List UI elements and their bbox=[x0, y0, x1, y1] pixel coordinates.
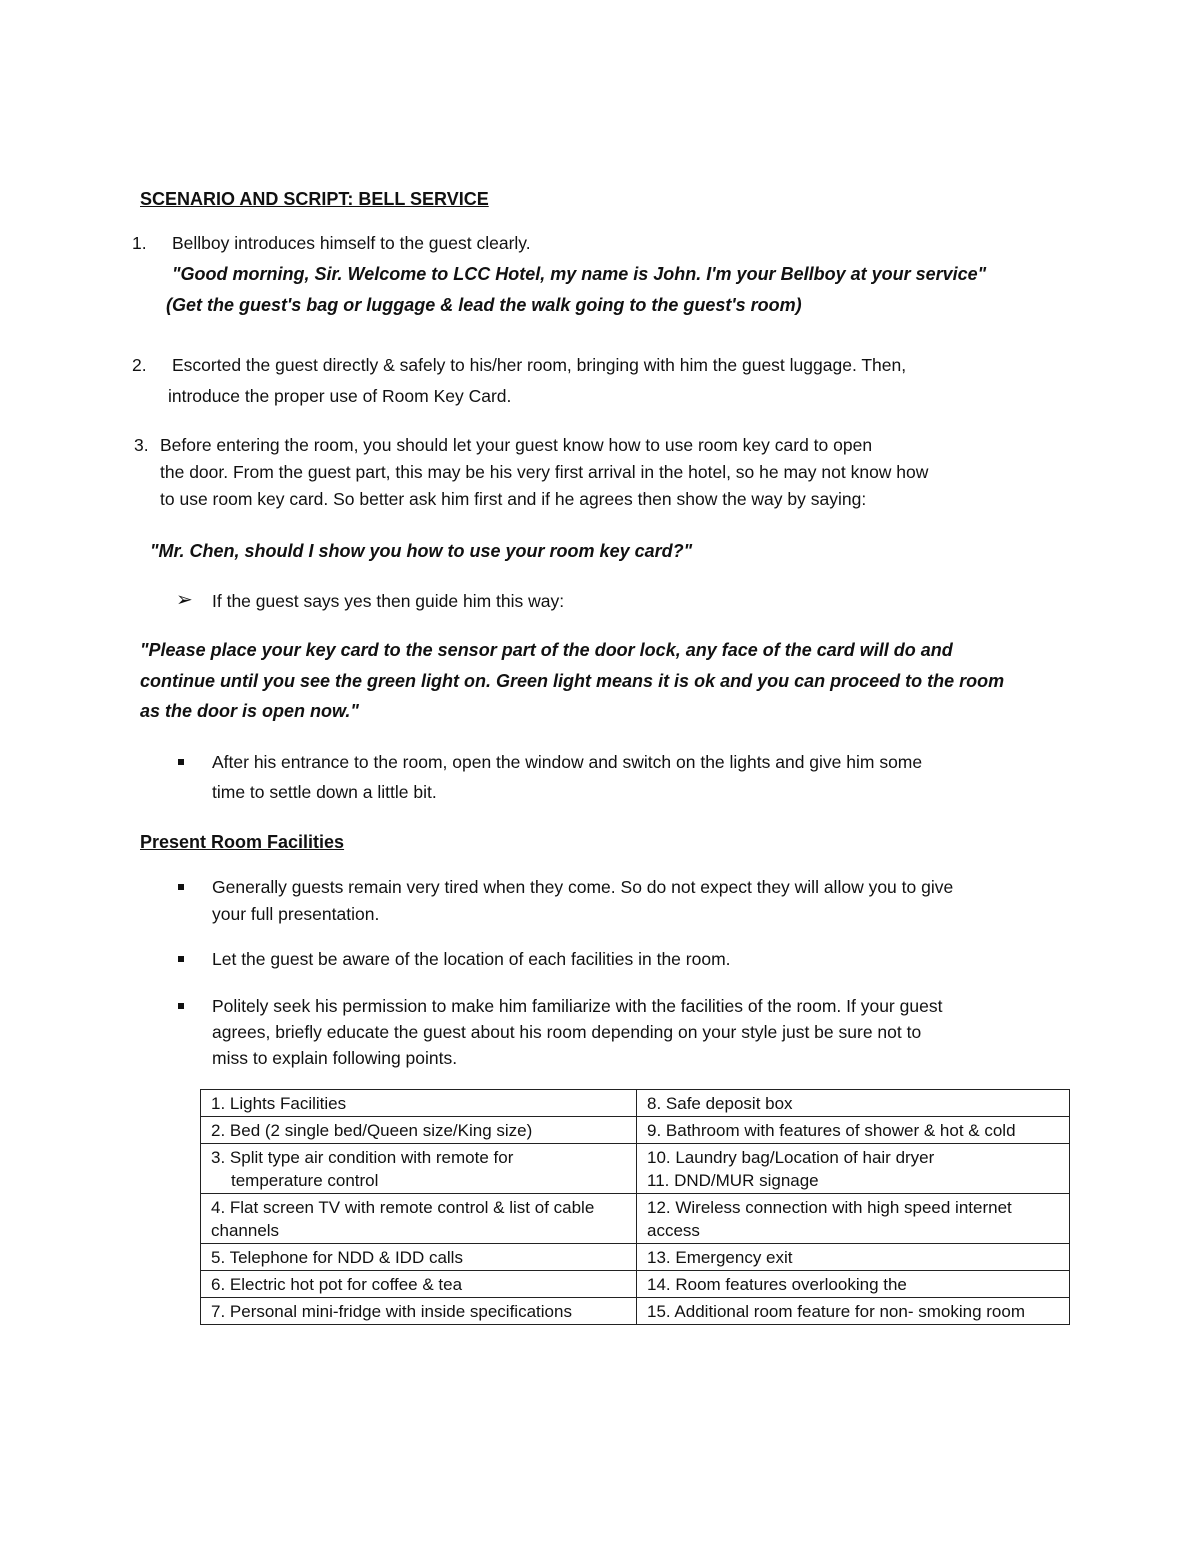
table-row bbox=[201, 1090, 1070, 1117]
after-entrance-line-2: time to settle down a little bit. bbox=[212, 782, 437, 802]
instruction-quote-line-3: as the door is open now." bbox=[140, 701, 359, 721]
table-cell: 14. Room features overlooking the bbox=[637, 1271, 1070, 1298]
table-row bbox=[201, 1298, 1070, 1325]
table-row bbox=[201, 1144, 1070, 1194]
key-card-question-quote: "Mr. Chen, should I show you how to use your room key card?" bbox=[150, 541, 693, 561]
table-cell: 6. Electric hot pot for coffee & tea bbox=[201, 1271, 637, 1298]
step-3-line-3: to use room key card. So better ask him first and if he agrees then show the way by saying: bbox=[160, 489, 867, 509]
facilities-bullet-3-line-3: miss to explain following points. bbox=[212, 1048, 458, 1068]
instruction-quote-line-2: continue until you see the green light on. Green light means it is ok and you can proceed to the room bbox=[140, 671, 1005, 691]
table-row bbox=[201, 1244, 1070, 1271]
table-cell: 4. Flat screen TV with remote control & list of cable channels bbox=[201, 1194, 637, 1244]
step-1-action-note: (Get the guest's bag or luggage & lead the walk going to the guest's room) bbox=[166, 295, 802, 315]
step-3-line-1: Before entering the room, you should let your guest know how to use room key card to open bbox=[160, 435, 873, 455]
facilities-heading: Present Room Facilities bbox=[140, 832, 345, 852]
table-cell-text: 3. Split type air condition with remote for bbox=[211, 1148, 514, 1167]
table-cell-text: 10. Laundry bag/Location of hair dryer bbox=[647, 1148, 935, 1167]
table-row bbox=[201, 1271, 1070, 1298]
step-2-line-2: introduce the proper use of Room Key Card. bbox=[168, 386, 512, 406]
table-cell: 13. Emergency exit bbox=[637, 1244, 1070, 1271]
table-row bbox=[201, 1117, 1070, 1144]
facilities-bullet-3-line-1: Politely seek his permission to make him familiarize with the facilities of the room. If your guest bbox=[212, 996, 943, 1016]
facilities-bullet-1-line-1: Generally guests remain very tired when they come. So do not expect they will allow you to give bbox=[212, 877, 954, 897]
table-cell: 12. Wireless connection with high speed internet access bbox=[637, 1194, 1070, 1244]
table-row bbox=[201, 1194, 1070, 1244]
step-1-greeting-quote: "Good morning, Sir. Welcome to LCC Hotel, my name is John. I'm your Bellboy at your service" bbox=[172, 264, 987, 284]
square-bullet-icon bbox=[178, 1003, 184, 1009]
table-cell: 5. Telephone for NDD & IDD calls bbox=[201, 1244, 637, 1271]
facilities-bullet-3-line-2: agrees, briefly educate the guest about his room depending on your style just be sure not to bbox=[212, 1022, 922, 1042]
table-cell: 9. Bathroom with features of shower & hot & cold bbox=[637, 1117, 1070, 1144]
step-3-line-2: the door. From the guest part, this may be his very first arrival in the hotel, so he may not know how bbox=[160, 462, 929, 482]
arrow-bullet-icon: ➢ bbox=[176, 589, 193, 611]
square-bullet-icon bbox=[178, 884, 184, 890]
table-cell: 15. Additional room feature for non- smoking room bbox=[637, 1298, 1070, 1325]
facilities-table bbox=[200, 1089, 1070, 1325]
after-entrance-line-1: After his entrance to the room, open the window and switch on the lights and give him some bbox=[212, 752, 923, 772]
square-bullet-icon bbox=[178, 956, 184, 962]
table-cell: 7. Personal mini-fridge with inside specifications bbox=[201, 1298, 637, 1325]
step-1-text: Bellboy introduces himself to the guest clearly. bbox=[172, 233, 531, 253]
table-cell: 8. Safe deposit box bbox=[637, 1090, 1070, 1117]
step-2-number: 2. bbox=[132, 355, 147, 375]
table-cell bbox=[637, 1144, 1070, 1194]
step-1-number: 1. bbox=[132, 233, 147, 253]
table-cell-continuation: temperature control bbox=[231, 1171, 379, 1190]
page-title: SCENARIO AND SCRIPT: BELL SERVICE bbox=[140, 189, 489, 209]
step-3-number: 3. bbox=[134, 435, 149, 455]
square-bullet-icon bbox=[178, 759, 184, 765]
step-2-line-1: Escorted the guest directly & safely to his/her room, bringing with him the guest luggage. Then, bbox=[172, 355, 907, 375]
table-cell-continuation: 11. DND/MUR signage bbox=[647, 1171, 819, 1190]
arrow-item-text: If the guest says yes then guide him this way: bbox=[212, 591, 565, 611]
table-cell bbox=[201, 1144, 637, 1194]
facilities-bullet-1-line-2: your full presentation. bbox=[212, 904, 380, 924]
facilities-bullet-2-line-1: Let the guest be aware of the location of each facilities in the room. bbox=[212, 949, 731, 969]
table-cell: 1. Lights Facilities bbox=[201, 1090, 637, 1117]
instruction-quote-line-1: "Please place your key card to the sensor part of the door lock, any face of the card will do and bbox=[140, 640, 953, 660]
table-cell: 2. Bed (2 single bed/Queen size/King size) bbox=[201, 1117, 637, 1144]
